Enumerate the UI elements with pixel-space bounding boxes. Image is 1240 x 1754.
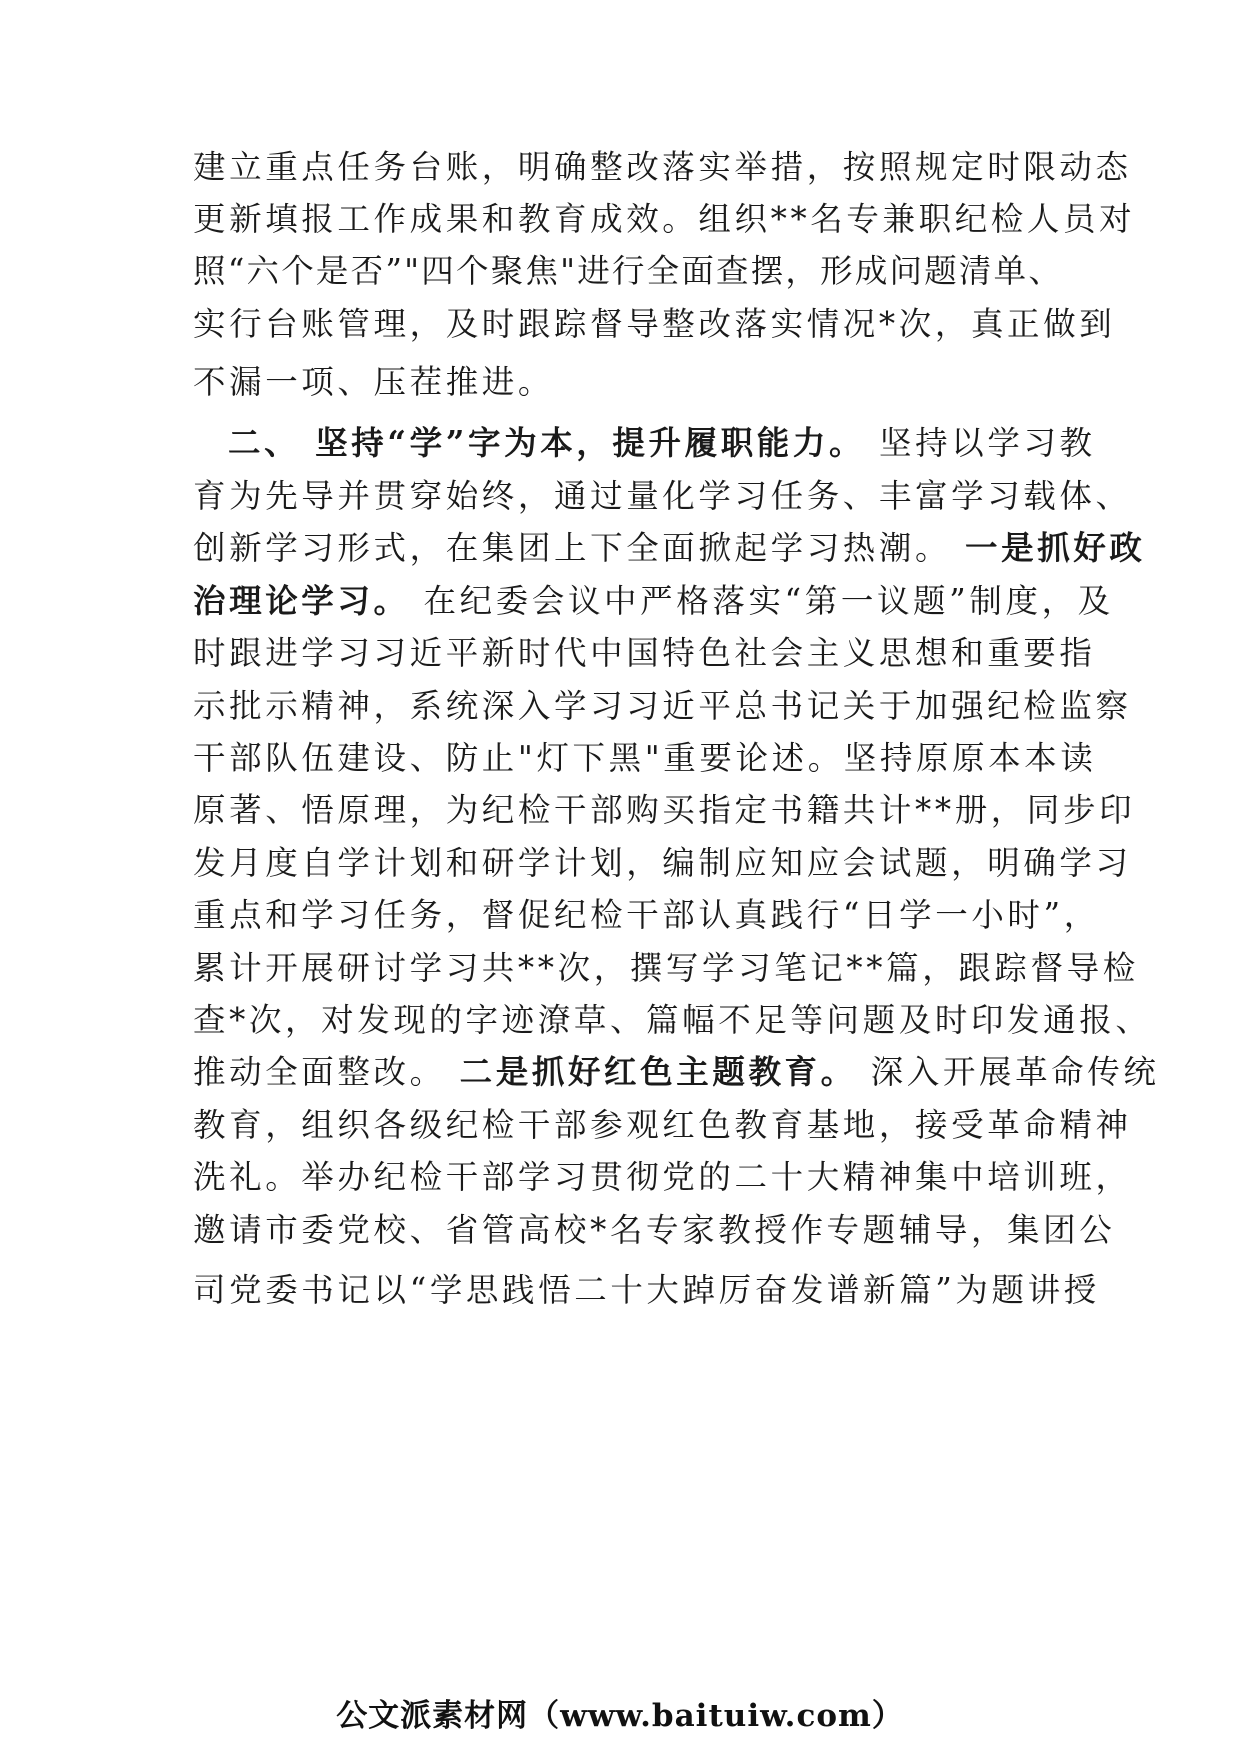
body-text-line: 不漏一项、压茬推进。 xyxy=(193,363,555,401)
body-text-line: 司党委书记以“学思践悟二十大踔厉奋发谱新篇”为题讲授 xyxy=(193,1271,1100,1309)
body-text-line: 时跟进学习习近平新时代中国特色社会主义思想和重要指 xyxy=(193,634,1096,672)
body-text: 坚持以学习教 xyxy=(865,424,1096,462)
body-text-line: 建立重点任务台账，明确整改落实举措，按照规定时限动态 xyxy=(193,148,1132,186)
body-text-line: 教育，组织各级纪检干部参观红色教育基地，接受革命精神 xyxy=(193,1106,1132,1144)
body-text: 创新学习形式，在集团上下全面掀起学习热潮。 xyxy=(193,529,966,567)
body-text: 在纪委会议中严格落实“第一议题”制度，及 xyxy=(409,582,1114,620)
footer-watermark: 公文派素材网（www.baituiw.com） xyxy=(336,1698,904,1734)
body-text-line xyxy=(193,581,1114,621)
body-text-line: 发月度自学计划和研学计划，编制应知应会试题，明确学习 xyxy=(193,844,1132,882)
body-text-line: 洗礼。举办纪检干部学习贯彻党的二十大精神集中培训班， xyxy=(193,1158,1132,1196)
body-text-line: 干部队伍建设、防止"灯下黑"重要论述。坚持原原本本读 xyxy=(193,739,1097,777)
body-text: 深入开展革命传统 xyxy=(856,1053,1160,1091)
body-text-line: 查*次，对发现的字迹潦草、篇幅不足等问题及时印发通报、 xyxy=(193,1001,1152,1039)
body-text-line xyxy=(193,1052,1160,1092)
body-text-line: 更新填报工作成果和教育成效。组织**名专兼职纪检人员对 xyxy=(193,200,1136,238)
body-text-line: 累计开展研讨学习共**次，撰写学习笔记**篇，跟踪督导检 xyxy=(193,949,1139,987)
body-text-line: 重点和学习任务，督促纪检干部认真践行“日学一小时”， xyxy=(193,896,1100,934)
section-heading-line xyxy=(228,423,1096,463)
section-heading: 二、 坚持“学”字为本，提升履职能力。 xyxy=(228,423,866,462)
sub-heading: 二是抓好红色主题教育。 xyxy=(459,1052,857,1091)
body-text-line xyxy=(193,528,1146,568)
body-text-line: 原著、悟原理，为纪检干部购买指定书籍共计**册，同步印 xyxy=(193,791,1136,829)
sub-heading: 治理论学习。 xyxy=(193,581,410,620)
body-text-line: 育为先导并贯穿始终，通过量化学习任务、丰富学习载体、 xyxy=(193,477,1132,515)
sub-heading: 一是抓好政 xyxy=(965,528,1146,567)
body-text: 推动全面整改。 xyxy=(193,1053,460,1091)
body-text-line: 照“六个是否”"四个聚焦"进行全面查摆，形成问题清单、 xyxy=(193,252,1064,290)
body-text-line: 邀请市委党校、省管高校*名专家教授作专题辅导，集团公 xyxy=(193,1211,1116,1249)
body-text-line: 实行台账管理，及时跟踪督导整改落实情况*次，真正做到 xyxy=(193,305,1116,343)
body-text-line: 示批示精神，系统深入学习习近平总书记关于加强纪检监察 xyxy=(193,687,1132,725)
